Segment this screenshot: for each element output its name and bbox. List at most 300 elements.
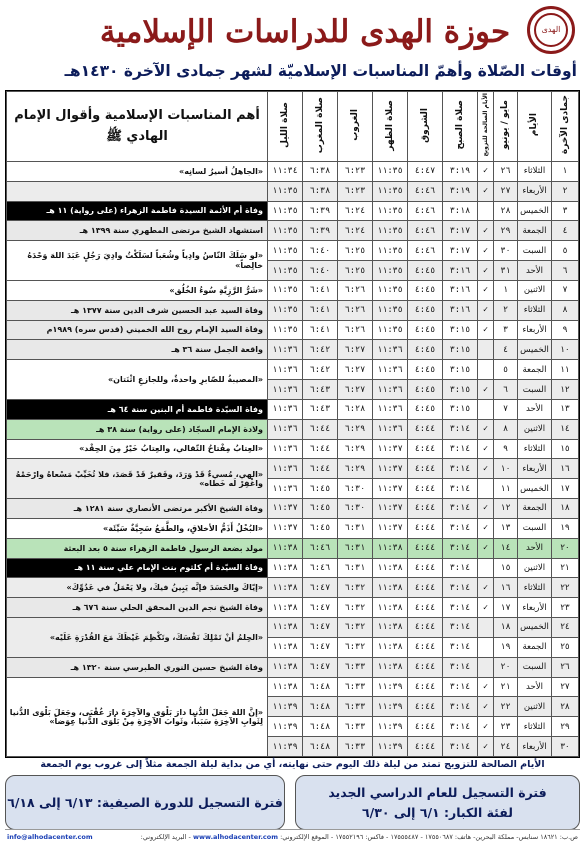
night-prayer-time: ١١:٣٦ bbox=[268, 340, 303, 360]
marriage-mark: ✓ bbox=[478, 181, 494, 201]
gregorian-day: ١٤ bbox=[494, 538, 518, 558]
hijri-day: ٩ bbox=[552, 320, 579, 340]
night-prayer-time: ١١:٣٦ bbox=[268, 380, 303, 400]
maghrib-time: ٦:٣٨ bbox=[303, 181, 338, 201]
footer-website-link[interactable]: www.alhodacenter.com bbox=[192, 832, 279, 841]
table-row bbox=[7, 657, 579, 677]
night-prayer-time: ١١:٣٨ bbox=[268, 578, 303, 598]
dhuhr-time: ١١:٣٥ bbox=[373, 261, 408, 281]
night-prayer-time: ١١:٣٦ bbox=[268, 419, 303, 439]
marriage-mark: ✓ bbox=[478, 261, 494, 281]
dhuhr-time: ١١:٣٨ bbox=[373, 538, 408, 558]
night-prayer-time: ١١:٣٥ bbox=[268, 221, 303, 241]
fajr-time: ٣:١٤ bbox=[443, 737, 478, 757]
weekday: الأربعاء bbox=[518, 737, 552, 757]
maghrib-time: ٦:٤٥ bbox=[303, 518, 338, 538]
maghrib-time: ٦:٤٧ bbox=[303, 578, 338, 598]
marriage-mark: ✓ bbox=[478, 518, 494, 538]
marriage-mark bbox=[478, 479, 494, 499]
marriage-mark bbox=[478, 399, 494, 419]
gregorian-day: ٢٦ bbox=[494, 162, 518, 182]
dhuhr-time: ١١:٣٦ bbox=[373, 380, 408, 400]
weekday: الأحد bbox=[518, 261, 552, 281]
gregorian-day: ٧ bbox=[494, 399, 518, 419]
event-cell: «شَرُّ الرَّزِيَّةِ سُوءُ الخُلُق» bbox=[7, 280, 268, 300]
night-prayer-time: ١١:٣٥ bbox=[268, 261, 303, 281]
table-body bbox=[7, 162, 579, 757]
sunset-time: ٦:٢٣ bbox=[338, 181, 373, 201]
table-row bbox=[7, 538, 579, 558]
hijri-day: ٣٠ bbox=[552, 737, 579, 757]
dhuhr-time: ١١:٣٦ bbox=[373, 419, 408, 439]
table-row bbox=[7, 459, 579, 479]
dhuhr-time: ١١:٣٩ bbox=[373, 737, 408, 757]
hijri-day: ٧ bbox=[552, 280, 579, 300]
weekday: الثلاثاء bbox=[518, 300, 552, 320]
col-events: أهم المناسبات الإسلامية وأقوال الإمام الهادي ﷺ bbox=[7, 92, 268, 162]
header bbox=[0, 0, 585, 90]
table-row bbox=[7, 399, 579, 419]
night-prayer-time: ١١:٣٩ bbox=[268, 717, 303, 737]
marriage-mark: ✓ bbox=[478, 162, 494, 182]
night-prayer-time: ١١:٣٥ bbox=[268, 320, 303, 340]
gregorian-day: ١٣ bbox=[494, 518, 518, 538]
night-prayer-time: ١١:٣٦ bbox=[268, 399, 303, 419]
gregorian-day: ١٢ bbox=[494, 499, 518, 519]
sunset-time: ٦:٢٨ bbox=[338, 399, 373, 419]
weekday: الخميس bbox=[518, 340, 552, 360]
marriage-mark: ✓ bbox=[478, 717, 494, 737]
hijri-day: ٢٢ bbox=[552, 578, 579, 598]
night-prayer-time: ١١:٣٤ bbox=[268, 162, 303, 182]
table-row bbox=[7, 340, 579, 360]
fajr-time: ٣:١٦ bbox=[443, 280, 478, 300]
event-cell: «الحِلمُ أنْ تَمْلِكَ نَفْسَكَ، وتَكْظِمَ غَيْظَكَ مَعَ القُدْرَةِ عَلَيْه» bbox=[7, 618, 268, 658]
marriage-mark bbox=[478, 618, 494, 638]
gregorian-day: ٢١ bbox=[494, 677, 518, 697]
gregorian-day: ٢ bbox=[494, 300, 518, 320]
sunrise-time: ٤:٤٤ bbox=[408, 439, 443, 459]
sunset-time: ٦:٢٦ bbox=[338, 320, 373, 340]
sunrise-time: ٤:٤٤ bbox=[408, 459, 443, 479]
gregorian-day: ٦ bbox=[494, 380, 518, 400]
night-prayer-time: ١١:٣٥ bbox=[268, 300, 303, 320]
event-cell: «المصيبةُ للصّابرِ واحدةٌ، وللجازعِ اثْنَتان» bbox=[7, 360, 268, 400]
hijri-day: ٢٤ bbox=[552, 618, 579, 638]
dhuhr-time: ١١:٣٥ bbox=[373, 221, 408, 241]
sunset-time: ٦:٣٣ bbox=[338, 677, 373, 697]
sunset-time: ٦:٢٧ bbox=[338, 340, 373, 360]
table-row bbox=[7, 162, 579, 182]
dhuhr-time: ١١:٣٦ bbox=[373, 399, 408, 419]
marriage-mark: ✓ bbox=[478, 598, 494, 618]
gregorian-day: ١٨ bbox=[494, 618, 518, 638]
event-cell: وفاة الشيخ حسين النوري الطبرسي سنة ١٣٢٠ هـ bbox=[7, 657, 268, 677]
sunset-time: ٦:٢٤ bbox=[338, 221, 373, 241]
dhuhr-time: ١١:٣٦ bbox=[373, 340, 408, 360]
table-row bbox=[7, 439, 579, 459]
col-fajr: صلاة الصبح bbox=[443, 92, 478, 162]
empty-event-cell bbox=[7, 181, 268, 201]
night-prayer-time: ١١:٣٦ bbox=[268, 459, 303, 479]
dhuhr-time: ١١:٣٧ bbox=[373, 499, 408, 519]
marriage-mark: ✓ bbox=[478, 419, 494, 439]
dhuhr-time: ١١:٣٥ bbox=[373, 320, 408, 340]
maghrib-time: ٦:٤٨ bbox=[303, 697, 338, 717]
event-cell: وفاة الشيخ نجم الدين المحقق الحلي سنة ٦٧٦ هـ bbox=[7, 598, 268, 618]
night-prayer-time: ١١:٣٨ bbox=[268, 677, 303, 697]
hijri-day: ١٥ bbox=[552, 439, 579, 459]
fajr-time: ٣:١٩ bbox=[443, 181, 478, 201]
night-prayer-time: ١١:٣٧ bbox=[268, 518, 303, 538]
weekday: الجمعة bbox=[518, 637, 552, 657]
gregorian-day: ٢٩ bbox=[494, 221, 518, 241]
gregorian-day: ١١ bbox=[494, 479, 518, 499]
sunrise-time: ٤:٤٥ bbox=[408, 320, 443, 340]
marriage-mark: ✓ bbox=[478, 320, 494, 340]
gregorian-day: ٣ bbox=[494, 320, 518, 340]
night-prayer-time: ١١:٣٨ bbox=[268, 657, 303, 677]
weekday: الثلاثاء bbox=[518, 162, 552, 182]
gregorian-day: ٩ bbox=[494, 439, 518, 459]
table-row bbox=[7, 320, 579, 340]
table-row bbox=[7, 578, 579, 598]
gregorian-day: ٤ bbox=[494, 340, 518, 360]
maghrib-time: ٦:٤٥ bbox=[303, 499, 338, 519]
hijri-day: ٦ bbox=[552, 261, 579, 281]
dhuhr-time: ١١:٣٧ bbox=[373, 459, 408, 479]
weekday: السبت bbox=[518, 657, 552, 677]
hijri-day: ٢٠ bbox=[552, 538, 579, 558]
table-row bbox=[7, 241, 579, 261]
col-maghrib: صلاة المغرب bbox=[303, 92, 338, 162]
hijri-day: ١٣ bbox=[552, 399, 579, 419]
night-prayer-time: ١١:٣٩ bbox=[268, 737, 303, 757]
gregorian-day: ٢٣ bbox=[494, 717, 518, 737]
footer bbox=[5, 829, 580, 843]
fajr-time: ٣:١٤ bbox=[443, 657, 478, 677]
maghrib-time: ٦:٤٦ bbox=[303, 538, 338, 558]
maghrib-time: ٦:٣٩ bbox=[303, 221, 338, 241]
summer-registration-text: فترة التسجيل للدورة الصيفية: ٦/١٣ إلى ٦/١٨ bbox=[7, 794, 283, 810]
sunrise-time: ٤:٤٦ bbox=[408, 241, 443, 261]
weekday: الخميس bbox=[518, 479, 552, 499]
fajr-time: ٣:١٤ bbox=[443, 439, 478, 459]
night-prayer-time: ١١:٣٥ bbox=[268, 201, 303, 221]
sunrise-time: ٤:٤٤ bbox=[408, 637, 443, 657]
hijri-day: ٤ bbox=[552, 221, 579, 241]
col-sunrise: الشروق bbox=[408, 92, 443, 162]
event-cell: «الهي، مُسيءٌ قَدْ وَرَدَ، وفَقيرٌ قَدْ قَصَدَ، فلا تُخَيِّبْ مَسْعاهُ وارْحَمْهُ واغْفِرْ لَه خَطاه» bbox=[7, 459, 268, 499]
col-dhuhr: صلاة الظهر bbox=[373, 92, 408, 162]
marriage-note: الأيام الصالحة للتزويج تمتد من ليلة ذلك اليوم حتى نهايته، أي من بداية ليلة الجمعة مثلاً إلى غروب يوم الجمعة bbox=[40, 759, 545, 770]
dhuhr-time: ١١:٣٥ bbox=[373, 201, 408, 221]
table-row bbox=[7, 618, 579, 638]
event-cell: «إيّاكَ والحَسَدَ فإنَّه يَبِينُ فيكَ، ولا يَعْمَلُ في عَدُوِّكَ» bbox=[7, 578, 268, 598]
night-prayer-time: ١١:٣٧ bbox=[268, 499, 303, 519]
dhuhr-time: ١١:٣٥ bbox=[373, 241, 408, 261]
dhuhr-time: ١١:٣٧ bbox=[373, 439, 408, 459]
marriage-mark: ✓ bbox=[478, 280, 494, 300]
sunrise-time: ٤:٤٥ bbox=[408, 360, 443, 380]
fajr-time: ٣:١٨ bbox=[443, 201, 478, 221]
weekday: السبت bbox=[518, 241, 552, 261]
fajr-time: ٣:١٤ bbox=[443, 479, 478, 499]
footer-address: ص.ب: ١٨٦٢١ سنابس- مملكة البحرين- هاتف: ١٧٥٥٠٦٨٧ - ١٧٥٥٥٤٨٧ - فاكس: ١٧٥٥٢١٩٦ - الموقع الإلكتروني: www.alhodacenter.com - البريد الإلكتروني: bbox=[140, 832, 578, 841]
hijri-day: ٣ bbox=[552, 201, 579, 221]
marriage-mark bbox=[478, 657, 494, 677]
marriage-mark: ✓ bbox=[478, 380, 494, 400]
night-prayer-time: ١١:٣٨ bbox=[268, 618, 303, 638]
weekday: السبت bbox=[518, 518, 552, 538]
weekday: الاثنين bbox=[518, 419, 552, 439]
fajr-time: ٣:١٧ bbox=[443, 241, 478, 261]
fajr-time: ٣:١٤ bbox=[443, 459, 478, 479]
marriage-mark bbox=[478, 360, 494, 380]
hijri-day: ١٩ bbox=[552, 518, 579, 538]
center-name: حوزة الهدى للدراسات الإسلامية bbox=[99, 14, 511, 50]
fajr-time: ٣:١٥ bbox=[443, 340, 478, 360]
hijri-day: ١١ bbox=[552, 360, 579, 380]
fajr-time: ٣:١٤ bbox=[443, 598, 478, 618]
weekday: السبت bbox=[518, 380, 552, 400]
maghrib-time: ٦:٤٨ bbox=[303, 717, 338, 737]
maghrib-time: ٦:٤٠ bbox=[303, 261, 338, 281]
maghrib-time: ٦:٤٨ bbox=[303, 677, 338, 697]
maghrib-time: ٦:٤٠ bbox=[303, 241, 338, 261]
hijri-day: ٨ bbox=[552, 300, 579, 320]
maghrib-time: ٦:٤١ bbox=[303, 300, 338, 320]
fajr-time: ٣:١٤ bbox=[443, 717, 478, 737]
event-cell: «العِتابُ مِفْتاحُ التّقالي، والعِتابُ خَيْرٌ مِنَ الحِقْد» bbox=[7, 439, 268, 459]
sunrise-time: ٤:٤٤ bbox=[408, 479, 443, 499]
sunrise-time: ٤:٤٤ bbox=[408, 697, 443, 717]
weekday: الاثنين bbox=[518, 558, 552, 578]
table-header-row bbox=[7, 92, 579, 162]
sunset-time: ٦:٣٣ bbox=[338, 717, 373, 737]
sunset-time: ٦:٢٦ bbox=[338, 280, 373, 300]
prayer-times-table bbox=[5, 90, 580, 758]
weekday: الأربعاء bbox=[518, 459, 552, 479]
maghrib-time: ٦:٤٤ bbox=[303, 419, 338, 439]
night-prayer-time: ١١:٣٨ bbox=[268, 558, 303, 578]
dhuhr-time: ١١:٣٥ bbox=[373, 181, 408, 201]
maghrib-time: ٦:٣٨ bbox=[303, 162, 338, 182]
maghrib-time: ٦:٤٤ bbox=[303, 439, 338, 459]
gregorian-day: ٣٠ bbox=[494, 241, 518, 261]
dhuhr-time: ١١:٣٥ bbox=[373, 162, 408, 182]
hijri-day: ١٤ bbox=[552, 419, 579, 439]
sunset-time: ٦:٣٣ bbox=[338, 657, 373, 677]
weekday: الأربعاء bbox=[518, 598, 552, 618]
weekday: الخميس bbox=[518, 201, 552, 221]
dhuhr-time: ١١:٣٥ bbox=[373, 300, 408, 320]
marriage-mark: ✓ bbox=[478, 578, 494, 598]
dhuhr-time: ١١:٣٧ bbox=[373, 479, 408, 499]
sunset-time: ٦:٣٣ bbox=[338, 737, 373, 757]
sunset-time: ٦:٣١ bbox=[338, 558, 373, 578]
maghrib-time: ٦:٤٧ bbox=[303, 657, 338, 677]
sunset-time: ٦:٢٩ bbox=[338, 439, 373, 459]
table-row bbox=[7, 300, 579, 320]
event-cell: وفاة السيد الإمام روح الله الخميني (قدس سره) ١٩٨٩م bbox=[7, 320, 268, 340]
sunset-time: ٦:٣١ bbox=[338, 538, 373, 558]
hijri-day: ٢٦ bbox=[552, 657, 579, 677]
weekday: الاثنين bbox=[518, 697, 552, 717]
marriage-mark: ✓ bbox=[478, 538, 494, 558]
weekday: الثلاثاء bbox=[518, 578, 552, 598]
fajr-time: ٣:١٤ bbox=[443, 538, 478, 558]
fajr-time: ٣:١٥ bbox=[443, 380, 478, 400]
sunrise-time: ٤:٤٤ bbox=[408, 657, 443, 677]
event-cell: وفاة أم الأئمة السيدة فاطمة الزهراء (على رواية) ١١ هـ bbox=[7, 201, 268, 221]
dhuhr-time: ١١:٣٦ bbox=[373, 360, 408, 380]
sunset-time: ٦:٢٥ bbox=[338, 241, 373, 261]
table-row bbox=[7, 181, 579, 201]
hijri-day: ٢١ bbox=[552, 558, 579, 578]
table-row bbox=[7, 598, 579, 618]
marriage-mark: ✓ bbox=[478, 221, 494, 241]
night-prayer-time: ١١:٣٥ bbox=[268, 241, 303, 261]
marriage-mark: ✓ bbox=[478, 499, 494, 519]
maghrib-time: ٦:٤٢ bbox=[303, 340, 338, 360]
weekday: الخميس bbox=[518, 618, 552, 638]
maghrib-time: ٦:٣٩ bbox=[303, 201, 338, 221]
table-row bbox=[7, 221, 579, 241]
event-cell: «لو سَلَكَ النّاسُ وادِياً وشُعَباً لسَلَكْتُ وادِيَ رَجُلٍ عَبَدَ اللهَ وَحْدَهُ خالِصاً» bbox=[7, 241, 268, 281]
logo-text: الهدى bbox=[534, 13, 568, 47]
sunset-time: ٦:٣٠ bbox=[338, 479, 373, 499]
sunrise-time: ٤:٤٥ bbox=[408, 340, 443, 360]
sunrise-time: ٤:٤٥ bbox=[408, 261, 443, 281]
weekday: الجمعة bbox=[518, 499, 552, 519]
fajr-time: ٣:١٤ bbox=[443, 677, 478, 697]
fajr-time: ٣:١٩ bbox=[443, 162, 478, 182]
maghrib-time: ٦:٤٨ bbox=[303, 737, 338, 757]
gregorian-day: ٢٢ bbox=[494, 697, 518, 717]
weekday: الأحد bbox=[518, 399, 552, 419]
gregorian-day: ١٥ bbox=[494, 558, 518, 578]
dhuhr-time: ١١:٣٨ bbox=[373, 637, 408, 657]
night-prayer-time: ١١:٣٩ bbox=[268, 697, 303, 717]
hijri-day: ١ bbox=[552, 162, 579, 182]
gregorian-day: ٢٠ bbox=[494, 657, 518, 677]
sunset-time: ٦:٢٤ bbox=[338, 201, 373, 221]
registration-line-2: لفئة الكبار: ٦/١ إلى ٦/٣٠ bbox=[362, 804, 513, 820]
table-row bbox=[7, 499, 579, 519]
dhuhr-time: ١١:٣٩ bbox=[373, 677, 408, 697]
maghrib-time: ٦:٤٥ bbox=[303, 479, 338, 499]
hijri-day: ١٨ bbox=[552, 499, 579, 519]
sunset-time: ٦:٢٧ bbox=[338, 360, 373, 380]
event-cell: ولادة الإمام السجّاد (على رواية) سنة ٣٨ هـ bbox=[7, 419, 268, 439]
fajr-time: ٣:١٤ bbox=[443, 419, 478, 439]
sunset-time: ٦:٣١ bbox=[338, 518, 373, 538]
table-row bbox=[7, 201, 579, 221]
event-cell: استشهاد الشيخ مرتضى المطهري سنة ١٣٩٩ هـ bbox=[7, 221, 268, 241]
weekday: الجمعة bbox=[518, 221, 552, 241]
fajr-time: ٣:١٦ bbox=[443, 300, 478, 320]
night-prayer-time: ١١:٣٨ bbox=[268, 637, 303, 657]
maghrib-time: ٦:٤١ bbox=[303, 320, 338, 340]
col-night-prayer: صلاة الليل bbox=[268, 92, 303, 162]
fajr-time: ٣:١٤ bbox=[443, 697, 478, 717]
table-row bbox=[7, 280, 579, 300]
hijri-day: ١٢ bbox=[552, 380, 579, 400]
sunrise-time: ٤:٤٤ bbox=[408, 518, 443, 538]
marriage-mark: ✓ bbox=[478, 737, 494, 757]
dhuhr-time: ١١:٣٨ bbox=[373, 578, 408, 598]
event-cell: مولد بضعة الرسول فاطمة الزهراء سنة ٥ بعد البعثة bbox=[7, 538, 268, 558]
dhuhr-time: ١١:٣٨ bbox=[373, 618, 408, 638]
marriage-mark: ✓ bbox=[478, 439, 494, 459]
maghrib-time: ٦:٤٤ bbox=[303, 459, 338, 479]
dhuhr-time: ١١:٣٥ bbox=[373, 280, 408, 300]
registration-box-summer bbox=[5, 775, 285, 830]
sunrise-time: ٤:٤٦ bbox=[408, 201, 443, 221]
col-greg: مايو / يونيو bbox=[494, 92, 518, 162]
marriage-mark: ✓ bbox=[478, 459, 494, 479]
fajr-time: ٣:١٥ bbox=[443, 320, 478, 340]
hijri-day: ٥ bbox=[552, 241, 579, 261]
fajr-time: ٣:١٤ bbox=[443, 518, 478, 538]
sunrise-time: ٤:٤٤ bbox=[408, 419, 443, 439]
sunset-time: ٦:٣٠ bbox=[338, 499, 373, 519]
gregorian-day: ٢٨ bbox=[494, 201, 518, 221]
event-cell: واقعة الجمل سنة ٣٦ هـ bbox=[7, 340, 268, 360]
night-prayer-time: ١١:٣٥ bbox=[268, 280, 303, 300]
maghrib-time: ٦:٤٣ bbox=[303, 399, 338, 419]
gregorian-day: ٣١ bbox=[494, 261, 518, 281]
fajr-time: ٣:١٥ bbox=[443, 399, 478, 419]
weekday: الاثنين bbox=[518, 280, 552, 300]
event-cell: «إنَّ اللهَ جَعَلَ الدُّنيا دارَ بَلْوَى والآخِرَةَ دارَ عُقْبَى، وجَعَلَ بَلْوَى الدُّنيا لِثَوابِ الآخِرَةِ سَبَباً، وثَوابَ الآخِرَةِ مِنْ بَلْوَى الدُّنيا عِوَضاً» bbox=[7, 677, 268, 756]
sunrise-time: ٤:٤٤ bbox=[408, 499, 443, 519]
gregorian-day: ٢٧ bbox=[494, 181, 518, 201]
maghrib-time: ٦:٤٣ bbox=[303, 380, 338, 400]
sunset-time: ٦:٣٣ bbox=[338, 697, 373, 717]
dhuhr-time: ١١:٣٩ bbox=[373, 717, 408, 737]
sunrise-time: ٤:٤٥ bbox=[408, 300, 443, 320]
marriage-mark: ✓ bbox=[478, 697, 494, 717]
sunset-time: ٦:٢٣ bbox=[338, 162, 373, 182]
col-sunset: الغروب bbox=[338, 92, 373, 162]
hijri-day: ٢٣ bbox=[552, 598, 579, 618]
gregorian-day: ١٦ bbox=[494, 578, 518, 598]
hijri-day: ١٦ bbox=[552, 459, 579, 479]
sunrise-time: ٤:٤٦ bbox=[408, 181, 443, 201]
table-row bbox=[7, 558, 579, 578]
gregorian-day: ٥ bbox=[494, 360, 518, 380]
dhuhr-time: ١١:٣٨ bbox=[373, 558, 408, 578]
sunset-time: ٦:٣٢ bbox=[338, 598, 373, 618]
table-row bbox=[7, 360, 579, 380]
event-cell: «الجاهلُ أسيرُ لسانِه» bbox=[7, 162, 268, 182]
weekday: الجمعة bbox=[518, 360, 552, 380]
sunrise-time: ٤:٤٤ bbox=[408, 558, 443, 578]
sunrise-time: ٤:٤٤ bbox=[408, 538, 443, 558]
sunrise-time: ٤:٤٧ bbox=[408, 162, 443, 182]
fajr-time: ٣:١٧ bbox=[443, 221, 478, 241]
hijri-day: ١٧ bbox=[552, 479, 579, 499]
weekday: الأحد bbox=[518, 538, 552, 558]
weekday: الثلاثاء bbox=[518, 717, 552, 737]
gregorian-day: ١٧ bbox=[494, 598, 518, 618]
gregorian-day: ٢٤ bbox=[494, 737, 518, 757]
footer-email-link[interactable]: info@alhodacenter.com bbox=[7, 832, 93, 841]
hijri-day: ٢ bbox=[552, 181, 579, 201]
event-cell: «البُخْلُ أَذَمُّ الأخلاقِ، والطَّمَعُ سَجِيَّةٌ سَيِّئَة» bbox=[7, 518, 268, 538]
